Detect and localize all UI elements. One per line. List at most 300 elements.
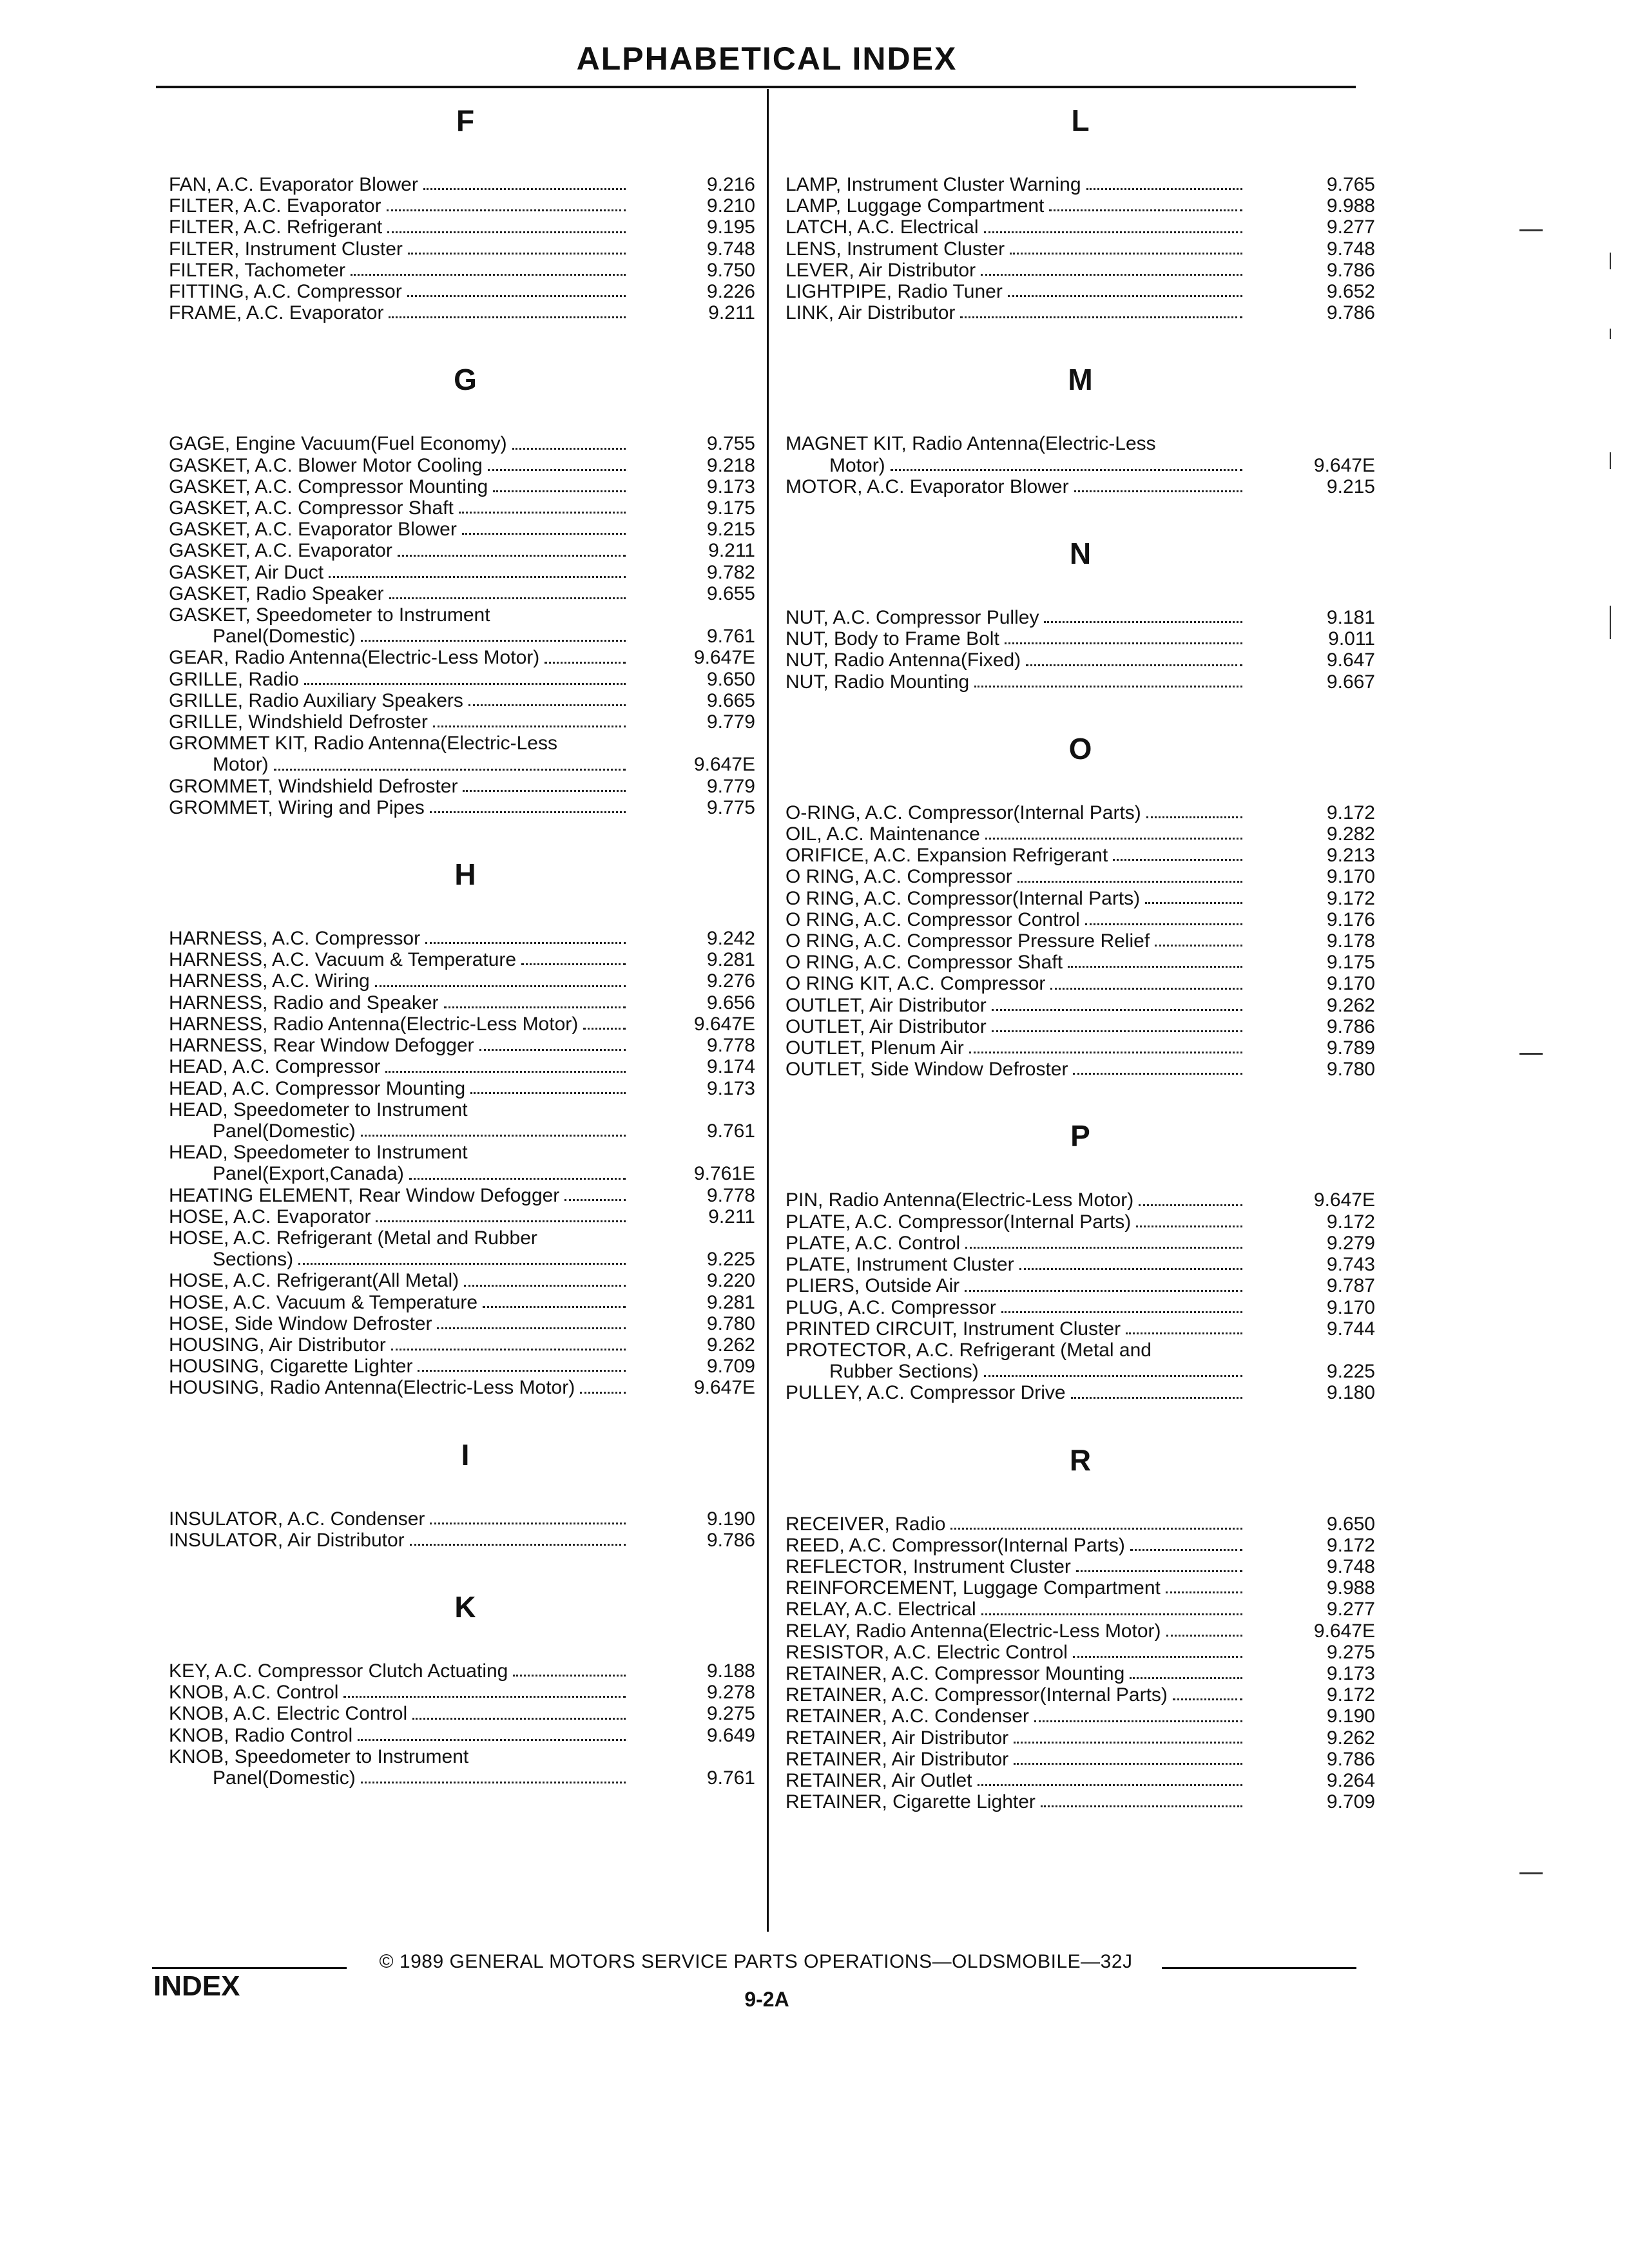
dot-leader: [387, 231, 626, 233]
entry-page-ref: 9.011: [1328, 628, 1375, 650]
dot-leader: [398, 554, 626, 557]
index-entry: [169, 1142, 755, 1163]
index-entry: [786, 174, 1375, 195]
dot-leader: [444, 1006, 626, 1008]
entry-label: Motor): [213, 754, 269, 776]
dot-leader: [462, 532, 626, 535]
entry-label: RETAINER, A.C. Condenser: [786, 1706, 1029, 1727]
index-entry: [786, 302, 1375, 323]
dot-leader: [513, 1674, 626, 1677]
entry-label: NUT, Radio Antenna(Fixed): [786, 649, 1021, 671]
index-entry: [169, 583, 755, 604]
entry-label: RETAINER, Air Distributor: [786, 1727, 1009, 1749]
entry-page-ref: 9.279: [1326, 1232, 1375, 1254]
entry-page-ref: 9.709: [1326, 1791, 1375, 1813]
entry-label: GASKET, A.C. Compressor Shaft: [169, 497, 454, 519]
dot-leader: [418, 1369, 626, 1372]
entry-page-ref: 9.782: [706, 561, 755, 583]
entry-label: O RING, A.C. Compressor Control: [786, 908, 1080, 930]
entry-label: HARNESS, A.C. Compressor: [169, 928, 421, 950]
entry-page-ref: 9.277: [1326, 216, 1375, 238]
index-entry: [786, 1514, 1375, 1535]
page-title: ALPHABETICAL INDEX: [576, 41, 958, 77]
index-entry: [786, 281, 1375, 302]
dot-leader: [361, 1781, 626, 1783]
index-section-k: [169, 1591, 755, 1789]
dot-leader: [430, 1522, 626, 1524]
index-entry: [169, 216, 755, 238]
index-entry-continuation: [169, 1249, 755, 1270]
dot-leader: [891, 468, 1242, 471]
entry-label: REFLECTOR, Instrument Cluster: [786, 1555, 1071, 1577]
dot-leader: [389, 316, 626, 318]
dot-leader: [1001, 1311, 1242, 1313]
entry-page-ref: 9.281: [706, 949, 755, 971]
entry-page-ref: 9.175: [706, 497, 755, 519]
entry-page-ref: 9.278: [706, 1682, 755, 1704]
entry-page-ref: 9.647E: [1313, 1189, 1375, 1211]
entry-page-ref: 9.211: [708, 540, 755, 562]
index-entry: [169, 174, 755, 195]
entry-label: REINFORCEMENT, Luggage Compartment: [786, 1577, 1161, 1599]
entry-label: OUTLET, Air Distributor: [786, 1015, 987, 1037]
dot-leader: [1073, 1072, 1242, 1075]
entry-page-ref: 9.242: [706, 928, 755, 950]
index-entry: [786, 866, 1375, 887]
dot-leader: [1076, 1570, 1242, 1572]
index-entry: [786, 823, 1375, 845]
index-entry: [169, 433, 755, 454]
dot-leader: [1008, 294, 1242, 297]
dot-leader: [493, 490, 626, 492]
footer-section-label: INDEX: [153, 1970, 240, 2002]
entry-label: HARNESS, Rear Window Defogger: [169, 1035, 474, 1057]
entry-page-ref: 9.780: [1326, 1059, 1375, 1081]
entry-label: FAN, A.C. Evaporator Blower: [169, 174, 418, 195]
entry-label: HARNESS, A.C. Wiring: [169, 970, 370, 992]
entry-page-ref: 9.281: [706, 1291, 755, 1313]
entry-label: LENS, Instrument Cluster: [786, 238, 1005, 260]
index-entry: [786, 195, 1375, 216]
dot-leader: [430, 811, 626, 813]
entry-label: RETAINER, Cigarette Lighter: [786, 1791, 1036, 1813]
dot-leader: [965, 1246, 1242, 1249]
index-entry: [786, 909, 1375, 930]
entry-page-ref: 9.775: [706, 796, 755, 818]
entry-page-ref: 9.647E: [693, 754, 755, 776]
entry-page-ref: 9.218: [706, 454, 755, 476]
index-entry: [786, 952, 1375, 973]
index-entry: [786, 1297, 1375, 1318]
entry-page-ref: 9.647E: [693, 647, 755, 669]
entry-label: GASKET, A.C. Compressor Mounting: [169, 476, 488, 497]
entry-page-ref: 9.647E: [693, 1377, 755, 1399]
dot-leader: [583, 1027, 626, 1030]
entry-label: FILTER, A.C. Refrigerant: [169, 216, 383, 238]
entry-label: KNOB, Radio Control: [169, 1724, 353, 1746]
dot-leader: [984, 1374, 1242, 1377]
entry-page-ref: 9.786: [706, 1529, 755, 1551]
entry-page-ref: 9.988: [1326, 195, 1375, 217]
dot-leader: [1005, 642, 1242, 644]
dot-leader: [1086, 187, 1242, 190]
entry-label: HOSE, A.C. Refrigerant(All Metal): [169, 1270, 459, 1292]
entry-page-ref: 9.190: [1326, 1706, 1375, 1727]
entry-label: FRAME, A.C. Evaporator: [169, 302, 384, 324]
entry-label: HEAD, Speedometer to Instrument: [169, 1142, 468, 1164]
entry-label: GASKET, A.C. Evaporator Blower: [169, 519, 457, 541]
index-entry-continuation: [169, 626, 755, 647]
dot-leader: [1155, 944, 1242, 947]
section-letter: F: [456, 104, 475, 137]
index-entry: [786, 649, 1375, 671]
dot-leader: [564, 1198, 626, 1201]
index-entry: [169, 928, 755, 949]
entry-page-ref: 9.743: [1326, 1254, 1375, 1276]
entry-label: RELAY, Radio Antenna(Electric-Less Motor): [786, 1620, 1161, 1642]
index-entry: [786, 1599, 1375, 1620]
index-section-r: [786, 1444, 1375, 1813]
entry-page-ref: 9.650: [1326, 1513, 1375, 1535]
dot-leader: [479, 1048, 626, 1051]
entry-label: GASKET, A.C. Evaporator: [169, 540, 392, 562]
entry-page-ref: 9.649: [706, 1724, 755, 1746]
entry-label: FILTER, Tachometer: [169, 259, 345, 281]
dot-leader: [389, 597, 626, 599]
entry-page-ref: 9.178: [1326, 930, 1375, 952]
dot-leader: [408, 252, 626, 255]
entry-label: Rubber Sections): [829, 1361, 979, 1383]
entry-label: O RING, A.C. Compressor Shaft: [786, 952, 1063, 974]
index-entry: [786, 1340, 1375, 1361]
entry-page-ref: 9.262: [1326, 1727, 1375, 1749]
index-entry: [169, 195, 755, 216]
entry-label: GASKET, Air Duct: [169, 561, 324, 583]
entry-label: HEATING ELEMENT, Rear Window Defogger: [169, 1184, 560, 1206]
entry-label: RETAINER, A.C. Compressor Mounting: [786, 1662, 1125, 1684]
entry-label: GASKET, A.C. Blower Motor Cooling: [169, 454, 483, 476]
entry-page-ref: 9.665: [706, 689, 755, 711]
scan-mark: [1610, 253, 1611, 269]
entry-label: REED, A.C. Compressor(Internal Parts): [786, 1534, 1125, 1556]
entry-label: LAMP, Instrument Cluster Warning: [786, 174, 1081, 195]
entry-label: PULLEY, A.C. Compressor Drive: [786, 1382, 1066, 1404]
index-entry: [786, 1254, 1375, 1275]
entry-label: PLIERS, Outside Air: [786, 1275, 960, 1297]
entry-page-ref: 9.761: [706, 1767, 755, 1789]
index-entry: [786, 973, 1375, 994]
index-entry-continuation: [786, 1361, 1375, 1382]
dot-leader: [1073, 1655, 1242, 1658]
scan-mark: [1610, 606, 1611, 639]
entry-page-ref: 9.748: [1326, 1555, 1375, 1577]
entry-page-ref: 9.211: [708, 1206, 755, 1227]
entry-label: KEY, A.C. Compressor Clutch Actuating: [169, 1660, 508, 1682]
dot-leader: [1173, 1698, 1242, 1700]
dot-leader: [423, 187, 626, 190]
index-entry: [169, 1660, 755, 1682]
dot-leader: [545, 661, 626, 664]
entry-label: KNOB, Speedometer to Instrument: [169, 1745, 469, 1767]
entry-label: HARNESS, A.C. Vacuum & Temperature: [169, 949, 517, 971]
dot-leader: [410, 1543, 626, 1546]
footer-page-number: 9-2A: [744, 1988, 789, 2011]
entry-label: HEAD, Speedometer to Instrument: [169, 1099, 468, 1120]
index-entry: [786, 1318, 1375, 1340]
index-entry: [169, 1099, 755, 1120]
entry-label: LIGHTPIPE, Radio Tuner: [786, 281, 1003, 303]
index-entry: [169, 497, 755, 519]
dot-leader: [412, 1717, 626, 1720]
right-column: [786, 104, 1375, 1852]
index-entry: [169, 260, 755, 281]
entry-page-ref: 9.655: [706, 582, 755, 604]
dot-leader: [407, 294, 626, 297]
index-entry: [169, 562, 755, 583]
entry-label: O RING, A.C. Compressor(Internal Parts): [786, 887, 1141, 909]
dot-leader: [1074, 490, 1242, 492]
index-entry: [169, 604, 755, 626]
entry-label: INSULATOR, A.C. Condenser: [169, 1508, 425, 1530]
entry-label: GRILLE, Windshield Defroster: [169, 711, 428, 733]
entry-page-ref: 9.652: [1326, 281, 1375, 303]
index-entry: [169, 1313, 755, 1334]
index-entry: [169, 1292, 755, 1313]
entry-label: PLUG, A.C. Compressor: [786, 1296, 996, 1318]
dot-leader: [1068, 965, 1242, 968]
dot-leader: [298, 1262, 626, 1265]
entry-label: KNOB, A.C. Electric Control: [169, 1703, 408, 1725]
entry-label: HOSE, A.C. Evaporator: [169, 1206, 371, 1227]
index-entry: [169, 690, 755, 711]
scan-mark: [1519, 1872, 1543, 1874]
entry-label: Panel(Domestic): [213, 1120, 356, 1142]
entry-page-ref: 9.275: [1326, 1641, 1375, 1663]
entry-label: MAGNET KIT, Radio Antenna(Electric-Less: [786, 433, 1156, 455]
dot-leader: [361, 1134, 626, 1137]
index-entry-continuation: [169, 754, 755, 775]
dot-leader: [992, 1030, 1242, 1032]
section-letter: I: [461, 1437, 470, 1472]
entry-label: NUT, Body to Frame Bolt: [786, 628, 999, 650]
index-entry: [786, 995, 1375, 1016]
index-section-f: [169, 104, 755, 323]
entry-label: GROMMET, Wiring and Pipes: [169, 796, 425, 818]
dot-leader: [387, 209, 626, 211]
footer-copyright: © 1989 GENERAL MOTORS SERVICE PARTS OPERATIONS—OLDSMOBILE—32J: [379, 1951, 1133, 1972]
index-entry-continuation: [786, 455, 1375, 476]
index-entry: [169, 669, 755, 690]
entry-page-ref: 9.779: [706, 711, 755, 733]
index-entry: [786, 845, 1375, 866]
column-divider: [767, 89, 769, 1932]
entry-label: RECEIVER, Radio: [786, 1513, 946, 1535]
scan-mark: [1610, 452, 1611, 469]
index-entry: [786, 260, 1375, 281]
dot-leader: [1014, 1762, 1242, 1765]
dot-leader: [391, 1348, 626, 1350]
dot-leader: [470, 1091, 626, 1094]
entry-page-ref: 9.277: [1326, 1599, 1375, 1620]
entry-page-ref: 9.213: [1326, 845, 1375, 867]
dot-leader: [274, 768, 626, 771]
dot-leader: [1166, 1634, 1243, 1637]
dot-leader: [978, 1783, 1242, 1786]
entry-page-ref: 9.275: [706, 1703, 755, 1725]
index-section-m: [786, 363, 1375, 497]
index-entry: [786, 1749, 1375, 1770]
dot-leader: [1034, 1720, 1242, 1722]
dot-leader: [1130, 1677, 1242, 1679]
index-entry: [786, 1016, 1375, 1037]
entry-label: HOUSING, Air Distributor: [169, 1334, 386, 1356]
index-section-l: [786, 104, 1375, 323]
entry-page-ref: 9.173: [706, 476, 755, 497]
entry-label: GROMMET KIT, Radio Antenna(Electric-Less: [169, 733, 557, 754]
entry-label: PIN, Radio Antenna(Electric-Less Motor): [786, 1189, 1134, 1211]
entry-label: OIL, A.C. Maintenance: [786, 823, 980, 845]
entry-label: RELAY, A.C. Electrical: [786, 1599, 976, 1620]
index-entry: [169, 1334, 755, 1356]
entry-page-ref: 9.765: [1326, 174, 1375, 195]
dot-leader: [376, 1220, 626, 1222]
entry-page-ref: 9.780: [706, 1312, 755, 1334]
dot-leader: [343, 1695, 626, 1698]
index-entry: [786, 1727, 1375, 1749]
index-entry: [786, 607, 1375, 628]
entry-page-ref: 9.755: [706, 433, 755, 455]
index-entry: [786, 1791, 1375, 1812]
entry-label: HARNESS, Radio and Speaker: [169, 992, 439, 1014]
index-entry: [169, 797, 755, 818]
entry-label: OUTLET, Plenum Air: [786, 1037, 964, 1059]
index-section-h: [169, 858, 755, 1398]
entry-page-ref: 9.170: [1326, 1296, 1375, 1318]
entry-label: O RING KIT, A.C. Compressor: [786, 973, 1046, 995]
dot-leader: [358, 1738, 626, 1741]
entry-page-ref: 9.215: [706, 519, 755, 541]
section-letter: P: [1070, 1119, 1090, 1153]
entry-page-ref: 9.264: [1326, 1769, 1375, 1791]
entry-label: NUT, A.C. Compressor Pulley: [786, 607, 1039, 629]
entry-label: Sections): [213, 1249, 294, 1271]
index-entry: [169, 238, 755, 260]
index-entry: [786, 238, 1375, 260]
index-entry: [786, 671, 1375, 693]
index-entry: [169, 1356, 755, 1377]
entry-label: PROTECTOR, A.C. Refrigerant (Metal and: [786, 1339, 1152, 1361]
entry-label: HEAD, A.C. Compressor: [169, 1056, 381, 1078]
dot-leader: [1085, 923, 1242, 925]
dot-leader: [512, 447, 626, 450]
dot-leader: [1044, 620, 1242, 623]
entry-label: PRINTED CIRCUIT, Instrument Cluster: [786, 1318, 1121, 1340]
scan-mark: [1519, 229, 1543, 231]
scan-mark: [1610, 329, 1611, 339]
index-entry: [169, 992, 755, 1014]
index-entry: [169, 1508, 755, 1530]
index-entry: [786, 1059, 1375, 1080]
dot-leader: [1113, 858, 1242, 861]
index-entry: [169, 1682, 755, 1703]
footer-rule-right: [1162, 1967, 1356, 1969]
dot-leader: [361, 639, 626, 642]
entry-label: INSULATOR, Air Distributor: [169, 1529, 405, 1551]
entry-label: GASKET, Radio Speaker: [169, 582, 384, 604]
entry-label: HARNESS, Radio Antenna(Electric-Less Motor): [169, 1013, 579, 1035]
dot-leader: [1049, 209, 1242, 211]
dot-leader: [1071, 1396, 1242, 1399]
dot-leader: [459, 511, 626, 514]
index-entry: [169, 647, 755, 668]
entry-page-ref: 9.225: [706, 1249, 755, 1271]
index-entry-continuation: [169, 1767, 755, 1789]
section-letter: R: [1069, 1443, 1092, 1477]
dot-leader: [950, 1527, 1242, 1530]
entry-page-ref: 9.786: [1326, 1015, 1375, 1037]
dot-leader: [464, 1284, 626, 1287]
entry-label: OUTLET, Side Window Defroster: [786, 1059, 1068, 1081]
entry-label: RETAINER, Air Distributor: [786, 1748, 1009, 1770]
entry-page-ref: 9.173: [706, 1077, 755, 1099]
entry-page-ref: 9.778: [706, 1184, 755, 1206]
index-entry: [786, 1663, 1375, 1684]
index-section-n: [786, 537, 1375, 693]
index-entry: [169, 455, 755, 476]
dot-leader: [1136, 1225, 1242, 1227]
entry-page-ref: 9.225: [1326, 1361, 1375, 1383]
entry-label: LEVER, Air Distributor: [786, 259, 976, 281]
dot-leader: [1010, 252, 1242, 255]
index-entry: [169, 1270, 755, 1291]
dot-leader: [1017, 880, 1242, 883]
index-entry: [169, 302, 755, 323]
index-entry: [169, 1703, 755, 1724]
entry-page-ref: 9.650: [706, 668, 755, 690]
entry-label: GROMMET, Windshield Defroster: [169, 775, 458, 797]
entry-label: O RING, A.C. Compressor Pressure Relief: [786, 930, 1150, 952]
entry-page-ref: 9.787: [1326, 1275, 1375, 1297]
dot-leader: [1026, 664, 1242, 666]
index-entry: [786, 476, 1375, 497]
dot-leader: [1126, 1332, 1242, 1334]
entry-page-ref: 9.170: [1326, 973, 1375, 995]
entry-page-ref: 9.647: [1326, 649, 1375, 671]
index-entry: [169, 1377, 755, 1398]
entry-label: GEAR, Radio Antenna(Electric-Less Motor): [169, 647, 540, 669]
dot-leader: [463, 789, 626, 792]
entry-page-ref: 9.786: [1326, 302, 1375, 324]
index-entry: [786, 1706, 1375, 1727]
dot-leader: [468, 704, 626, 706]
dot-leader: [488, 468, 626, 471]
entry-page-ref: 9.211: [708, 302, 755, 324]
index-entry: [169, 776, 755, 797]
dot-leader: [425, 941, 626, 944]
index-entry: [169, 1185, 755, 1206]
index-entry: [786, 1037, 1375, 1059]
entry-page-ref: 9.173: [1326, 1662, 1375, 1684]
index-entry: [169, 1035, 755, 1056]
entry-label: PLATE, A.C. Control: [786, 1232, 961, 1254]
dot-leader: [1139, 1204, 1242, 1206]
entry-label: HOSE, A.C. Vacuum & Temperature: [169, 1291, 478, 1313]
entry-label: RESISTOR, A.C. Electric Control: [786, 1641, 1068, 1663]
dot-leader: [965, 1289, 1242, 1292]
dot-leader: [960, 316, 1242, 318]
index-entry: [169, 1014, 755, 1035]
entry-page-ref: 9.761: [706, 1120, 755, 1142]
